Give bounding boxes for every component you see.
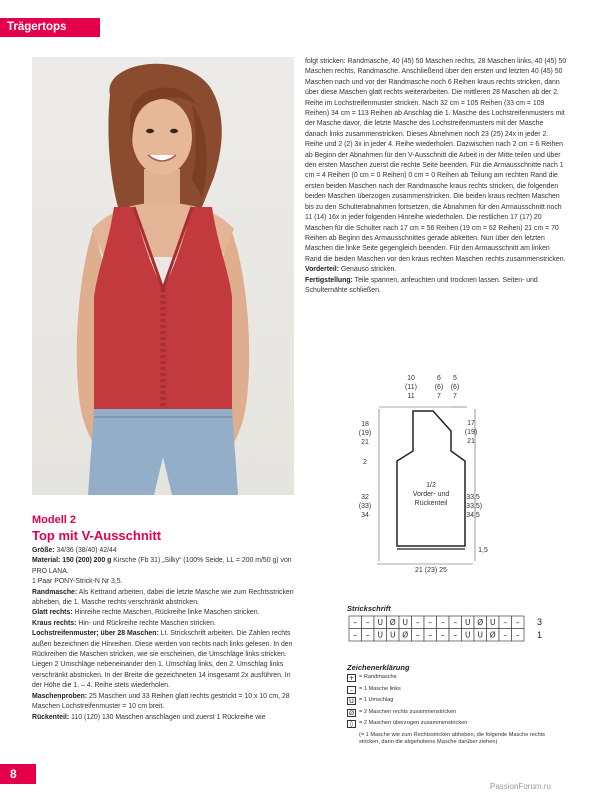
stitch-symbol: – — [415, 618, 420, 628]
instruction-paragraph: Randmasche: Als Kettrand arbeiten, dabei die letzte Masche wie zum Rechtsstricken abheben, die 1. Masche rechts verschränkt abstricken. — [32, 588, 294, 607]
instructions-right — [305, 57, 567, 296]
schematic-dim: 5 — [453, 375, 457, 382]
page-number: 8 — [0, 764, 36, 784]
instruction-paragraph: Lochstreifenmuster; über 28 Maschen: Lt. Strickschrift arbeiten. Die Zahlen rechts außen bezeichnen die Hinreihen. Diese werden von rechts nach links gelesen. In den Rückreihen die Maschen stricken, wie sie erscheinen, die Umschläge links stricken. Liegen 2 Umschläge nebeneinander den 1. Umschlag links, den 2. Umschlag links verschränkt abstricken. In der Breite die gezeichneten 14 insgesamt 2x ausführen. In der Höhe die 1. – 4. Reihe stets wiederholen. — [32, 630, 293, 690]
instruction-paragraph: Maschenproben: 25 Maschen und 33 Reihen glatt rechts gestrickt = 10 x 10 cm, 28 Maschen Lochstreifenmuster = 10 cm breit. — [32, 692, 290, 711]
legend-symbol-box: + — [348, 674, 355, 682]
stitch-symbol: U — [477, 630, 483, 640]
stitch-symbol: Ø — [477, 618, 484, 628]
schematic-dim: (6) — [434, 384, 444, 391]
schematic-center-label: 1/2 — [426, 482, 436, 489]
legend-text: = 2 Maschen rechts zusammenstricken — [359, 708, 457, 715]
watermark: PassionForum.ru — [490, 782, 551, 791]
schematic-dim: 10 — [407, 375, 415, 382]
legend-item — [347, 674, 567, 686]
section-tab: Trägertops — [0, 18, 100, 37]
model-block — [32, 514, 302, 723]
instruction-paragraph: Rückenteil: 110 (120) 130 Maschen anschlagen und zuerst 1 Rückreihe wie — [32, 713, 266, 721]
legend-text: = 1 Umschlag — [359, 697, 394, 703]
legend-text: = 2 Maschen überzogen zusammenstricken — [359, 720, 468, 726]
stitch-chart — [347, 614, 529, 649]
instruction-paragraph: Kraus rechts: Hin- und Rückreihe rechte Maschen stricken. — [32, 619, 216, 627]
stitch-symbol: Ø — [402, 630, 409, 640]
schematic-dim: 34,5 — [466, 512, 480, 519]
stitch-symbol: U — [465, 630, 471, 640]
stitch-row-label: 1 — [537, 630, 543, 640]
legend-title: Zeichenerklärung — [347, 663, 410, 672]
legend-item — [347, 720, 567, 732]
stitch-symbol: Ø — [389, 618, 396, 628]
schematic-dim: 18 — [361, 421, 369, 428]
stitch-symbol: U — [377, 630, 383, 640]
model-title: Top mit V-Ausschnitt — [32, 528, 162, 543]
legend-item — [347, 697, 567, 709]
schematic-dim: (33) — [358, 503, 372, 510]
legend-item — [347, 686, 567, 698]
schematic-dim: 7 — [437, 393, 441, 400]
legend-item — [347, 709, 567, 721]
schematic-dim: 21 — [361, 439, 369, 446]
stitch-symbol: U — [490, 618, 496, 628]
legend — [347, 674, 567, 746]
instruction-paragraph: Größe: 34/36 (38/40) 42/44 — [32, 547, 117, 554]
legend-symbol-box: ◊ — [347, 720, 356, 728]
stitch-row-label: 3 — [537, 617, 543, 627]
schematic-dim: (19) — [464, 429, 478, 436]
stitch-symbol: – — [453, 618, 458, 628]
schematic-dim: 11 — [407, 393, 415, 400]
legend-text: = 1 Masche links — [359, 685, 401, 692]
stitch-symbol: U — [390, 630, 396, 640]
model-photo — [32, 57, 294, 495]
stitch-symbol: U — [465, 618, 471, 628]
schematic-dim: 17 — [467, 420, 475, 427]
stitch-symbol: U — [377, 618, 383, 628]
legend-symbol-box: Ø — [348, 708, 355, 717]
stitch-symbol: U — [402, 618, 408, 628]
schematic-dim: 33,5 — [466, 494, 480, 501]
instruction-paragraph: folgt stricken: Randmasche, 40 (45) 50 Maschen rechts, 28 Maschen links, 40 (45) 50 Maschen rechts, Randmasche. Anschließend über den ersten und letzten 40 (45) 50 Maschen nach und vor der Randmasche noch 6 Reihen kraus rechts stricken, dann über diese Maschen glatt rechts weiterarbeiten. Die mittleren 28 Maschen ab der 2. Reihe im Lochstreifenmuster stricken. Nach 32 cm = 105 Reihen (33 cm = 109 Reihen) 34 cm = 113 Reihen ab Anschlag die 1. Masche des Lochstreifenmusters mit der Masche davor, die letzte Masche des Lochstreifenmusters mit der Masche danach links zusammenstricken. Dieses Abnehmen noch 23 (25) 24x in jeder 2. Reihe und 2 (2) 3x in jeder 4. Reihe wiederholen. Dazwischen nach 2 cm = 6 Reihen ab Beginn der Abnahmen für den V-Ausschnitt die Arbeit in der Mitte teilen und über den ersten Maschen zuerst die rechte Seite beenden. Für die Armausschnitte nach 1 cm = 4 Reihen (0 cm = 0 Reihen) 0 cm = 0 Reihen ab Teilung am rechten Rand die ersten beiden Maschen nach der Randmasche kraus rechts stricken, die folgenden beiden Maschen überzogen zusammenstricken. Die beiden kraus rechten Maschen bis zu den Schulterabnahmen fortsetzen, die Abnahmen für den Armausschnitt noch 11 (14) 16x in jeder folgenden Hinreihe wiederholen. Die restlichen 17 (17) 20 Maschen für die Schulter nach 17 cm = 56 Reihen (19 cm = 62 Reihen) 21 cm = 70 Reihen ab Beginn des Armausschnittes gerade abketten. Nun über den letzten Maschen die linke Seite gegengleich beenden. Für den Armausschnitt am linken Rand die beiden Maschen vor den kraus rechten Maschen rechts zusammenstricken. — [305, 58, 567, 263]
instruction-paragraph: Fertigstellung: Teile spannen, anfeuchten und trocknen lassen. Seiten- und Schulternähte schließen. — [305, 276, 538, 294]
stitch-symbol: – — [515, 630, 520, 640]
schematic-dim: 21 — [467, 438, 475, 445]
legend-text: = Randmasche — [359, 674, 397, 680]
stitch-chart-title: Strickschrift — [347, 604, 391, 613]
legend-symbol-box: – — [347, 686, 356, 694]
instruction-paragraph: Glatt rechts: Hinreihe rechte Maschen, Rückreihe linke Maschen stricken. — [32, 609, 260, 617]
schematic-center-label: Vorder- und — [412, 491, 450, 498]
stitch-symbol: – — [353, 630, 358, 640]
schematic-dim: 21 (23) 25 — [415, 567, 447, 574]
schematic-dim: (11) — [405, 384, 417, 391]
instruction-paragraph: Vorderteil: Genauso stricken. — [305, 266, 397, 274]
stitch-symbol: – — [365, 618, 370, 628]
model-photo-illustration — [32, 57, 294, 495]
stitch-symbol: – — [353, 618, 358, 628]
stitch-symbol: – — [365, 630, 370, 640]
stitch-symbol: – — [453, 630, 458, 640]
schematic-dim: 2 — [363, 459, 367, 466]
instructions-left — [32, 546, 302, 723]
schematic-dim: 6 — [437, 375, 441, 382]
schematic-dim: 32 — [361, 494, 369, 501]
schematic-dim: (19) — [358, 430, 372, 437]
stitch-symbol: – — [515, 618, 520, 628]
legend-symbol-box: U — [347, 697, 356, 705]
stitch-symbol: – — [503, 630, 508, 640]
schematic-outline — [397, 411, 465, 546]
schematic-center-label: Rückenteil — [414, 500, 448, 507]
model-label: Modell 2 — [32, 514, 77, 526]
garment-schematic — [345, 371, 495, 581]
schematic-dim: (33,5) — [463, 503, 483, 510]
instruction-paragraph: 1 Paar PONY-Strick-N Nr 3,5. — [32, 578, 123, 586]
schematic-dim: 34 — [361, 512, 369, 519]
stitch-symbol: – — [428, 630, 433, 640]
schematic-dim: (6) — [450, 384, 460, 391]
stitch-symbol: – — [428, 618, 433, 628]
stitch-symbol: – — [415, 630, 420, 640]
instruction-paragraph: Material: 150 (200) 200 g Kirsche (Fb 31) „Silky“ (100% Seide, LL = 200 m/50 g) von PRO LANA. — [32, 557, 292, 575]
stitch-symbol: – — [440, 618, 445, 628]
stitch-symbol: – — [503, 618, 508, 628]
legend-note: (= 1 Masche wie zum Rechtsstricken abheben, die folgende Masche rechts stricken, dann die abgehobene Masche darüber ziehen) — [359, 731, 546, 745]
schematic-dim: 1,5 — [478, 547, 488, 554]
stitch-symbol: – — [440, 630, 445, 640]
schematic-dim: 7 — [453, 393, 457, 400]
stitch-symbol: Ø — [489, 630, 496, 640]
